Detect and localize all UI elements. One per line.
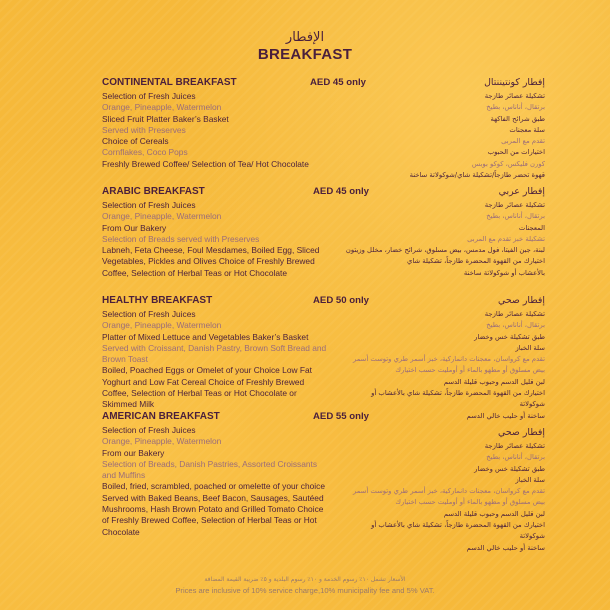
menu-item: Choice of Cereals xyxy=(102,136,169,147)
menu-item-detail: Served with Croissant, Danish Pastry, Brown Soft Bread and xyxy=(102,342,327,353)
menu-item-arabic: تشكيلة عصائر طازجة xyxy=(484,201,545,209)
menu-item: Vegetables, Pickles and Olives Choice of Freshly Brewed xyxy=(102,256,315,267)
menu-item-detail-arabic: برتقال، أناناس، بطيخ xyxy=(486,453,545,462)
menu-item-detail: Selection of Breads, Danish Pastries, Assorted Croissants xyxy=(102,458,318,469)
menu-item-arabic: قهوة تحضر طازجاً/تشكيلة شاي/شوكولاتة ساخنة xyxy=(409,171,545,180)
footer-note-arabic: الأسعار تشمل ١٠٪ رسوم الخدمة و ١٠٪ رسوم البلدية و ٥٪ ضريبة القيمة المضافة xyxy=(204,576,406,583)
menu-item-detail-arabic: كورن فليكس، كوكو بوبس xyxy=(471,159,545,168)
menu-item-detail: Served with Preserves xyxy=(102,124,186,135)
menu-item-detail: Orange, Pineapple, Watermelon xyxy=(102,436,222,447)
menu-item: Boiled, fried, scrambled, poached or omelette of your choice xyxy=(102,481,325,492)
menu-item-detail-arabic: تقدم مع كرواسان، معجنات دانماركية، خبز أسمر طري وتوست أسمر xyxy=(352,355,545,364)
menu-item: of Freshly Brewed Coffee, Selection of Herbal Teas or Hot xyxy=(102,515,317,526)
section-continental-english xyxy=(102,76,342,170)
menu-item-arabic: تشكيلة عصائر طازجة xyxy=(484,442,545,450)
menu-item-arabic: اختيارات من الحبوب xyxy=(487,148,545,157)
section-price: AED 45 only xyxy=(310,77,366,88)
menu-item: Selection of Fresh Juices xyxy=(102,91,196,101)
menu-item: Sliced Fruit Platter Baker’s Basket xyxy=(102,113,229,124)
section-title-arabic: إفطار كونتيننتال xyxy=(484,77,545,88)
menu-item-arabic: اختيارك من القهوة المحضرة طازجاً، تشكيلة شاي بالأعشاب أو شوكولاتة xyxy=(371,521,545,541)
menu-item: Mushrooms, Hash Brown Potato and Grilled Tomato Choice xyxy=(102,504,324,515)
menu-item-arabic: لبن قليل الدسم وحبوب قليلة الدسم xyxy=(443,509,545,518)
menu-item-detail-arabic: برتقال، أناناس، بطيخ xyxy=(486,103,545,112)
section-title-arabic: إفطار عربي xyxy=(498,186,545,197)
section-continental-arabic xyxy=(345,76,545,181)
page-title-arabic: الإفطار xyxy=(285,30,325,45)
menu-item: Freshly Brewed Coffee/ Selection of Tea/ Hot Chocolate xyxy=(102,158,309,169)
menu-item: Boiled, Poached Eggs or Omelet of your Choice Low Fat xyxy=(102,365,312,376)
section-price: AED 45 only xyxy=(313,186,369,197)
menu-item: Labneh, Feta Cheese, Foul Mesdames, Boiled Egg, Sliced xyxy=(102,245,320,256)
menu-item: Skimmed Milk xyxy=(102,399,155,410)
page-title: BREAKFAST xyxy=(257,46,353,63)
menu-item: Selection of Fresh Juices xyxy=(102,309,196,319)
section-title: ARABIC BREAKFAST xyxy=(102,186,205,197)
menu-item-arabic: اختيارك من القهوة المحضرة طازجاً، تشكيلة شاي xyxy=(407,257,545,266)
menu-item-detail-arabic: برتقال، أناناس، بطيخ xyxy=(486,212,545,221)
menu-item-arabic: تشكيلة عصائر طازجة xyxy=(484,310,545,318)
section-healthy-arabic xyxy=(345,294,545,422)
section-title-arabic: إفطار صحي xyxy=(498,295,545,306)
section-title-arabic: إفطار صحي xyxy=(498,427,545,438)
section-title: CONTINENTAL BREAKFAST xyxy=(102,77,237,88)
menu-item-detail: Orange, Pineapple, Watermelon xyxy=(102,102,222,113)
menu-item: Chocolate xyxy=(102,526,140,537)
menu-item-detail-arabic: بيض مسلوق أو مطهو بالماء أو أومليت حسب اختيارك xyxy=(395,366,545,375)
menu-item-arabic: اختيارك من القهوة المحضرة طازجاً، تشكيلة شاي بالأعشاب أو شوكولاتة xyxy=(371,389,545,409)
menu-item-arabic: لبنة، جبن الفيتا، فول مدمس، بيض مسلوق، شرائح خضار، مخلل وزيتون xyxy=(345,246,545,255)
section-american-english xyxy=(102,410,342,538)
menu-item-arabic: طبق شرائح الفاكهة xyxy=(490,114,545,123)
menu-item-detail: Selection of Breads served with Preserves xyxy=(102,233,260,244)
menu-item: Yoghurt and Low Fat Cereal Choice of Freshly Brewed xyxy=(102,376,305,387)
section-title: AMERICAN BREAKFAST xyxy=(102,411,220,422)
menu-item-arabic: تشكيلة عصائر طازجة xyxy=(484,92,545,100)
section-arabic-arabic xyxy=(345,185,545,279)
section-healthy-english xyxy=(102,294,342,411)
menu-item-detail: and Muffins xyxy=(102,470,146,481)
menu-item-detail: Cornflakes, Coco Pops xyxy=(102,147,188,158)
menu-item: Selection of Fresh Juices xyxy=(102,200,196,210)
menu-item-arabic: سلة الخباز xyxy=(515,343,545,352)
menu-item: Coffee, Selection of Herbal Teas or Hot Chocolate or xyxy=(102,388,297,399)
menu-item: Served with Baked Beans, Beef Bacon, Sausages, Sautéed xyxy=(102,492,324,503)
menu-item-arabic: طبق تشكيلة خس وخضار xyxy=(474,464,545,473)
menu-item-arabic: سلة معجنات xyxy=(509,125,545,134)
menu-item-detail-arabic: برتقال، أناناس، بطيخ xyxy=(486,321,545,330)
menu-item-detail-arabic: تقدم مع كرواسان، معجنات دانماركية، خبز أسمر طري وتوست أسمر xyxy=(352,487,545,496)
menu-item-detail: Brown Toast xyxy=(102,354,148,365)
menu-item-detail-arabic: تشكيلة خبز تقدم مع المربى xyxy=(467,234,545,243)
footer-note: Prices are inclusive of 10% service charge,10% municipality fee and 5% VAT. xyxy=(175,586,435,595)
menu-item-arabic: المعجنات xyxy=(518,223,545,232)
menu-item-arabic: ساخنة أو حليب خالي الدسم xyxy=(466,411,545,420)
menu-item-detail: Orange, Pineapple, Watermelon xyxy=(102,211,222,222)
section-price: AED 55 only xyxy=(313,411,369,422)
menu-item-arabic: سلة الخباز xyxy=(515,475,545,484)
menu-item: From Our Bakery xyxy=(102,222,167,233)
menu-item-arabic: لبن قليل الدسم وحبوب قليلة الدسم xyxy=(443,377,545,386)
menu-item-detail-arabic: بيض مسلوق أو مطهو بالماء أو أومليت حسب اختيارك xyxy=(395,498,545,507)
menu-item-arabic: بالأعشاب أو شوكولاتة ساخنة xyxy=(463,268,545,277)
menu-item: Platter of Mixed Lettuce and Vegetables Baker’s Basket xyxy=(102,331,309,342)
section-price: AED 50 only xyxy=(313,295,369,306)
menu-item: From our Bakery xyxy=(102,447,165,458)
menu-item-arabic: طبق تشكيلة خس وخضار xyxy=(474,332,545,341)
section-title: HEALTHY BREAKFAST xyxy=(102,295,213,306)
menu-item-detail-arabic: تقدم مع المربى xyxy=(501,137,545,146)
section-american-arabic xyxy=(345,426,545,554)
menu-item-arabic: ساخنة أو حليب خالي الدسم xyxy=(466,543,545,552)
menu-item: Coffee, Selection of Herbal Teas or Hot Chocolate xyxy=(102,267,287,278)
menu-item: Selection of Fresh Juices xyxy=(102,425,196,435)
section-arabic-english xyxy=(102,185,342,279)
menu-item-detail: Orange, Pineapple, Watermelon xyxy=(102,320,222,331)
